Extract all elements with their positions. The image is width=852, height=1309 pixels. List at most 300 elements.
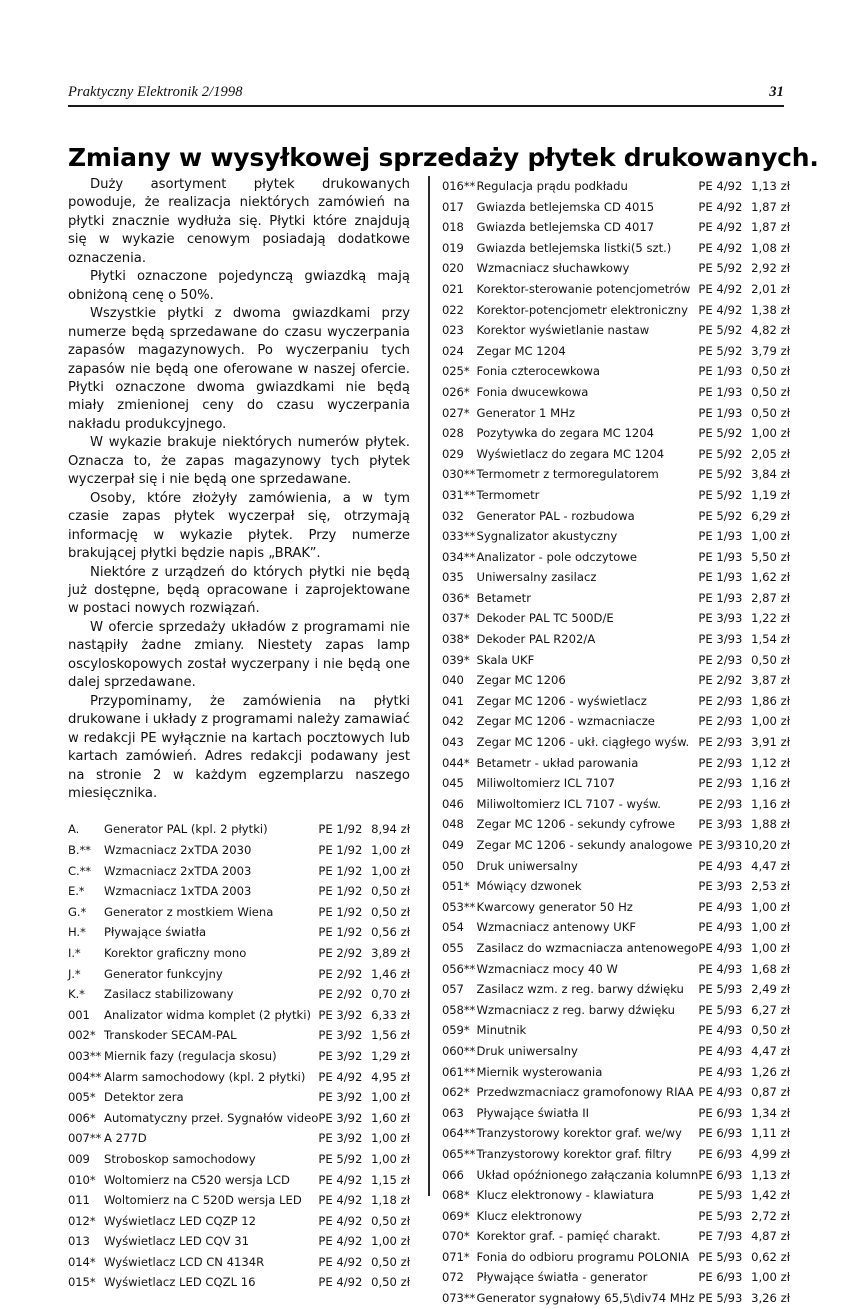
item-code: 071* xyxy=(442,1249,470,1264)
item-price: 1,16 zł xyxy=(751,776,790,791)
item-name: Druk uniwersalny xyxy=(476,1043,578,1058)
pricelist-table-left xyxy=(68,819,410,1293)
item-issue: PE 2/93 xyxy=(698,776,743,791)
item-name: Wzmacniacz z reg. barwy dźwięku xyxy=(476,1002,676,1017)
item-name: Generator sygnałowy 65,5\div74 MHz xyxy=(476,1291,695,1306)
item-issue: PE 4/92 xyxy=(698,179,743,193)
item-price: 1,46 zł xyxy=(371,966,410,981)
pricelist-row xyxy=(442,238,790,259)
item-issue: PE 3/92 xyxy=(318,1048,363,1063)
item-code: 017 xyxy=(442,199,464,214)
item-code: 001 xyxy=(68,1007,90,1022)
item-name: Wzmacniacz 1xTDA 2003 xyxy=(104,884,252,899)
item-issue: PE 6/93 xyxy=(698,1146,743,1161)
item-price: 1,00 zł xyxy=(751,529,790,544)
item-code: 050 xyxy=(442,858,464,873)
item-price: 0,50 zł xyxy=(751,364,790,379)
item-code: 032 xyxy=(442,508,464,523)
item-price: 1,86 zł xyxy=(751,693,790,708)
item-name: Miliwoltomierz ICL 7107 xyxy=(476,776,615,791)
item-issue: PE 5/92 xyxy=(698,343,743,358)
item-price: 3,26 zł xyxy=(751,1291,790,1306)
item-price: 0,50 zł xyxy=(371,1254,410,1269)
item-price: 1,00 zł xyxy=(751,1270,790,1285)
item-code: H.* xyxy=(68,925,86,940)
item-code: 009 xyxy=(68,1151,90,1166)
item-issue: PE 4/93 xyxy=(698,1064,743,1079)
item-issue: PE 3/93 xyxy=(698,817,743,832)
pricelist-row xyxy=(442,1103,790,1124)
item-code: A. xyxy=(68,822,80,837)
item-name: Betametr xyxy=(476,590,531,605)
pricelist-row xyxy=(442,1123,790,1144)
item-price: 1,38 zł xyxy=(751,302,790,317)
item-issue: PE 3/93 xyxy=(698,632,743,647)
item-name: Dekoder PAL R202/A xyxy=(476,632,596,647)
pricelist-row xyxy=(442,1185,790,1206)
item-name: Automatyczny przeł. Sygnałów video xyxy=(104,1110,319,1125)
item-price: 8,94 zł xyxy=(371,822,410,837)
item-code: 019 xyxy=(442,240,464,255)
item-issue: PE 1/93 xyxy=(698,364,743,379)
item-issue: PE 3/92 xyxy=(318,1090,363,1105)
pricelist-row xyxy=(442,382,790,403)
item-code: 061** xyxy=(442,1064,476,1079)
item-price: 4,82 zł xyxy=(751,323,790,338)
item-code: 010* xyxy=(68,1172,96,1187)
item-price: 1,26 zł xyxy=(751,1064,790,1079)
pricelist-row xyxy=(68,1108,410,1129)
item-price: 1,00 zł xyxy=(371,1151,410,1166)
paragraph: Przypominamy, że zamówienia na płytki drukowane i układy z programami należy zamawiać w redakcji PE wyłącznie na kartach pocztowych lub kartach zamówień. Adres redakcji podawany jest na stronie 2 w każdym egzemplarzu naszego miesięcznika. xyxy=(68,693,410,801)
item-issue: PE 6/93 xyxy=(698,1167,743,1182)
item-name: Generator 1 MHz xyxy=(476,405,575,420)
item-name: Pływające światła - generator xyxy=(476,1270,648,1285)
pricelist-row xyxy=(442,1041,790,1062)
item-issue: PE 5/92 xyxy=(698,467,743,482)
item-name: Zasilacz do wzmacniacza antenowego xyxy=(476,940,699,955)
item-issue: PE 4/92 xyxy=(318,1254,363,1269)
item-code: 033** xyxy=(442,529,476,544)
item-price: 2,92 zł xyxy=(751,261,790,276)
item-price: 1,11 zł xyxy=(751,1126,790,1141)
paragraph: Osoby, które złożyły zamówienia, a w tym czasie zapas płytek wyczerpał się, otrzymają informację w wykazie płytek. Przy numerze brakującej płytki będzie napis „BRAK”. xyxy=(68,490,410,562)
item-name: Zasilacz wzm. z reg. barwy dźwięku xyxy=(476,982,684,997)
item-code: 016** xyxy=(442,179,476,193)
item-issue: PE 4/92 xyxy=(698,281,743,296)
running-head xyxy=(68,84,784,101)
item-issue: PE 5/92 xyxy=(698,261,743,276)
item-issue: PE 4/93 xyxy=(698,940,743,955)
item-price: 0,50 zł xyxy=(371,1213,410,1228)
item-name: Mówiący dzwonek xyxy=(476,879,582,894)
item-code: 057 xyxy=(442,982,464,997)
pricelist-row xyxy=(442,650,790,671)
item-price: 2,53 zł xyxy=(751,879,790,894)
pricelist-row xyxy=(68,1128,410,1149)
item-issue: PE 5/93 xyxy=(698,982,743,997)
item-issue: PE 6/93 xyxy=(698,1270,743,1285)
item-price: 1,00 zł xyxy=(371,1234,410,1249)
item-name: Generator funkcyjny xyxy=(104,966,223,981)
pricelist-row xyxy=(442,691,790,712)
item-issue: PE 4/93 xyxy=(698,961,743,976)
pricelist-row xyxy=(442,444,790,465)
item-issue: PE 1/93 xyxy=(698,549,743,564)
pricelist-row xyxy=(442,1000,790,1021)
item-code: 053** xyxy=(442,899,476,914)
pricelist-row xyxy=(68,1067,410,1088)
item-name: Zasilacz stabilizowany xyxy=(104,987,234,1002)
item-name: Miernik wysterowania xyxy=(476,1064,603,1079)
item-issue: PE 2/93 xyxy=(698,693,743,708)
item-code: 013 xyxy=(68,1234,90,1249)
item-code: 027* xyxy=(442,405,470,420)
item-name: Fonia do odbioru programu POLONIA xyxy=(476,1249,690,1264)
item-name: Analizator widma komplet (2 płytki) xyxy=(104,1007,312,1022)
item-price: 1,00 zł xyxy=(371,843,410,857)
magazine-issue-label: Praktyczny Elektronik 2/1998 xyxy=(68,84,243,100)
item-price: 5,50 zł xyxy=(751,549,790,564)
pricelist-row xyxy=(442,1020,790,1041)
item-name: Wzmacniacz 2xTDA 2003 xyxy=(104,863,252,878)
item-code: 039* xyxy=(442,652,470,667)
item-issue: PE 5/93 xyxy=(698,1188,743,1203)
pricelist-row xyxy=(442,897,790,918)
item-name: Generator PAL - rozbudowa xyxy=(476,508,635,523)
pricelist-row xyxy=(442,814,790,835)
item-issue: PE 4/92 xyxy=(318,1193,363,1208)
item-name: Fonia czterocewkowa xyxy=(476,364,600,379)
item-name: Wzmacniacz mocy 40 W xyxy=(476,961,618,976)
item-price: 4,99 zł xyxy=(751,1146,790,1161)
pricelist-row xyxy=(68,1005,410,1026)
item-price: 6,33 zł xyxy=(371,1007,410,1022)
pricelist-row xyxy=(442,547,790,568)
item-issue: PE 5/93 xyxy=(698,1249,743,1264)
item-issue: PE 5/92 xyxy=(698,508,743,523)
item-issue: PE 3/92 xyxy=(318,1028,363,1043)
item-price: 2,49 zł xyxy=(751,982,790,997)
paragraph: Duży asortyment płytek drukowanych powoduje, że realizacja niektórych zamówień na płytki znacznie wydłuża się. Płytki które znajdują się w wykazie cenowym posiadają dodatkowe oznaczenia. xyxy=(68,177,410,266)
pricelist-row xyxy=(442,485,790,506)
pricelist-row xyxy=(442,629,790,650)
item-code: 070* xyxy=(442,1229,470,1244)
item-code: 072 xyxy=(442,1270,464,1285)
item-code: 004** xyxy=(68,1069,102,1084)
item-code: 003** xyxy=(68,1048,102,1063)
item-price: 1,00 zł xyxy=(751,899,790,914)
item-issue: PE 4/92 xyxy=(698,240,743,255)
item-issue: PE 4/92 xyxy=(698,302,743,317)
pricelist-row xyxy=(442,938,790,959)
item-code: 046 xyxy=(442,796,464,811)
item-name: Betametr - układ parowania xyxy=(476,755,639,770)
pricelist-row xyxy=(442,1247,790,1268)
item-price: 3,91 zł xyxy=(751,735,790,750)
item-issue: PE 4/92 xyxy=(318,1069,363,1084)
item-name: Korektor wyświetlanie nastaw xyxy=(476,323,650,338)
item-price: 3,79 zł xyxy=(751,343,790,358)
item-price: 0,50 zł xyxy=(751,652,790,667)
item-price: 1,88 zł xyxy=(751,817,790,832)
item-issue: PE 7/93 xyxy=(698,1229,743,1244)
item-code: 005* xyxy=(68,1090,96,1105)
pricelist-row xyxy=(442,1082,790,1103)
article-body xyxy=(68,176,410,803)
item-name: Gwiazda betlejemska CD 4017 xyxy=(476,220,655,235)
pricelist-row xyxy=(442,258,790,279)
item-code: 014* xyxy=(68,1254,96,1269)
item-issue: PE 4/92 xyxy=(318,1213,363,1228)
pricelist-table-right xyxy=(442,176,790,1309)
item-issue: PE 3/92 xyxy=(318,1110,363,1125)
paragraph: Niektóre z urządzeń do których płytki nie będą już dostępne, będą opracowane i zaprojektowane w postaci nowych rozwiązań. xyxy=(68,564,410,617)
item-name: Pozytywka do zegara MC 1204 xyxy=(476,426,654,441)
item-price: 0,62 zł xyxy=(751,1249,790,1264)
item-issue: PE 1/92 xyxy=(318,884,363,899)
item-code: 066 xyxy=(442,1167,464,1182)
item-issue: PE 4/93 xyxy=(698,899,743,914)
item-issue: PE 5/92 xyxy=(318,1151,363,1166)
item-name: Alarm samochodowy (kpl. 2 płytki) xyxy=(104,1069,306,1084)
item-name: Wyświetlacz LCD CN 4134R xyxy=(104,1254,265,1269)
item-price: 1,34 zł xyxy=(751,1105,790,1120)
item-price: 0,50 zł xyxy=(371,884,410,899)
item-price: 0,50 zł xyxy=(751,405,790,420)
item-price: 1,22 zł xyxy=(751,611,790,626)
left-column xyxy=(68,176,410,1293)
item-name: Dekoder PAL TC 500D/E xyxy=(476,611,614,626)
item-code: 007** xyxy=(68,1131,102,1146)
item-code: 036* xyxy=(442,590,470,605)
item-code: B.** xyxy=(68,843,91,857)
item-name: Klucz elektronowy xyxy=(476,1208,582,1223)
item-issue: PE 5/92 xyxy=(698,487,743,502)
item-code: 055 xyxy=(442,940,464,955)
item-name: Zegar MC 1204 xyxy=(476,343,566,358)
page-number: 31 xyxy=(769,84,784,100)
column-divider xyxy=(428,176,430,1196)
item-code: 037* xyxy=(442,611,470,626)
item-price: 4,95 zł xyxy=(371,1069,410,1084)
item-code: 022 xyxy=(442,302,464,317)
item-price: 0,50 zł xyxy=(371,904,410,919)
item-price: 6,27 zł xyxy=(751,1002,790,1017)
pricelist-row xyxy=(442,506,790,527)
item-price: 1,13 zł xyxy=(751,1167,790,1182)
item-price: 1,87 zł xyxy=(751,199,790,214)
pricelist-row xyxy=(442,835,790,856)
item-code: 021 xyxy=(442,281,464,296)
item-name: Woltomierz na C520 wersja LCD xyxy=(104,1172,290,1187)
item-price: 3,87 zł xyxy=(751,673,790,688)
pricelist-row xyxy=(68,1025,410,1046)
item-price: 1,00 zł xyxy=(751,426,790,441)
item-issue: PE 1/92 xyxy=(318,822,363,837)
item-code: 069* xyxy=(442,1208,470,1223)
item-issue: PE 1/93 xyxy=(698,384,743,399)
item-price: 0,50 zł xyxy=(751,1023,790,1038)
item-issue: PE 5/92 xyxy=(698,323,743,338)
item-name: Miernik fazy (regulacja skosu) xyxy=(104,1048,277,1063)
item-price: 1,00 zł xyxy=(751,714,790,729)
pricelist-row xyxy=(442,403,790,424)
item-code: 020 xyxy=(442,261,464,276)
item-code: 018 xyxy=(442,220,464,235)
item-price: 1,00 zł xyxy=(371,1090,410,1105)
item-code: 012* xyxy=(68,1213,96,1228)
item-code: 040 xyxy=(442,673,464,688)
item-price: 1,00 zł xyxy=(751,940,790,955)
paragraph: W ofercie sprzedaży układów z programami nie nastąpiły żadne zmiany. Niestety zapas lamp oscyloskopowych został wyczerpany i nie będą one dalej sprzedawane. xyxy=(68,619,410,691)
pricelist-row xyxy=(442,1144,790,1165)
item-name: Wyświetlacz LED CQV 31 xyxy=(104,1234,250,1249)
item-name: Skala UKF xyxy=(476,652,535,667)
item-code: 044* xyxy=(442,755,470,770)
item-name: Zegar MC 1206 - ukł. ciągłego wyśw. xyxy=(476,735,690,750)
item-issue: PE 4/92 xyxy=(318,1275,363,1290)
pricelist-row xyxy=(68,964,410,985)
item-issue: PE 5/93 xyxy=(698,1208,743,1223)
item-code: 059* xyxy=(442,1023,470,1038)
item-issue: PE 2/92 xyxy=(318,966,363,981)
pricelist-row xyxy=(68,1190,410,1211)
pricelist-row xyxy=(442,341,790,362)
item-price: 1,00 zł xyxy=(371,1131,410,1146)
item-price: 0,70 zł xyxy=(371,987,410,1002)
pricelist-row xyxy=(68,840,410,861)
pricelist-row xyxy=(442,1288,790,1309)
item-code: 006* xyxy=(68,1110,96,1125)
item-issue: PE 4/93 xyxy=(698,920,743,935)
item-name: Tranzystorowy korektor graf. filtry xyxy=(476,1146,672,1161)
paragraph: W wykazie brakuje niektórych numerów płytek. Oznacza to, że zapas magazynowy tych płytek wyczerpał się i nie będą one sprzedawane. xyxy=(68,435,410,488)
item-name: Analizator - pole odczytowe xyxy=(476,549,637,564)
item-issue: PE 1/93 xyxy=(698,405,743,420)
item-issue: PE 1/93 xyxy=(698,529,743,544)
item-price: 1,13 zł xyxy=(751,179,790,193)
item-name: Zegar MC 1206 xyxy=(476,673,566,688)
item-price: 1,42 zł xyxy=(751,1188,790,1203)
pricelist-row xyxy=(442,300,790,321)
paragraph: Wszystkie płytki z dwoma gwiazdkami przy numerze będą sprzedawane do czasu wyczerpania zapasów magazynowych. Po wyczerpaniu tych zapasów nie będą one oferowane w naszej ofercie. Płytki oznaczone dwoma gwiazdkami nie będą miały zmienionej ceny do czasu wyczerpania nakładu produkcyjnego. xyxy=(68,306,410,432)
pricelist-body-left xyxy=(68,819,410,1293)
item-issue: PE 3/92 xyxy=(318,1007,363,1022)
pricelist-row xyxy=(68,1087,410,1108)
pricelist-row xyxy=(442,979,790,1000)
pricelist-row xyxy=(442,670,790,691)
item-name: Wyświetlacz LED CQZP 12 xyxy=(104,1213,257,1228)
item-name: Zegar MC 1206 - sekundy cyfrowe xyxy=(476,817,676,832)
item-name: Wyświetlacz LED CQZL 16 xyxy=(104,1275,256,1290)
item-code: 002* xyxy=(68,1028,96,1043)
item-price: 3,84 zł xyxy=(751,467,790,482)
item-name: Kwarcowy generator 50 Hz xyxy=(476,899,633,914)
item-name: Minutnik xyxy=(476,1023,527,1038)
item-code: C.** xyxy=(68,863,91,878)
item-name: Tranzystorowy korektor graf. we/wy xyxy=(476,1126,682,1141)
pricelist-row xyxy=(442,361,790,382)
item-issue: PE 2/93 xyxy=(698,714,743,729)
item-issue: PE 3/93 xyxy=(698,838,743,852)
item-code: 060** xyxy=(442,1043,476,1058)
item-code: K.* xyxy=(68,987,85,1002)
item-name: Termometr z termoregulatorem xyxy=(476,467,659,482)
pricelist-row xyxy=(68,943,410,964)
item-name: Korektor-potencjometr elektroniczny xyxy=(476,302,689,317)
item-code: 049 xyxy=(442,838,464,852)
item-name: Regulacja prądu podkładu xyxy=(476,179,628,193)
page-title: Zmiany w wysyłkowej sprzedaży płytek drukowanych. xyxy=(68,142,819,172)
item-price: 1,29 zł xyxy=(371,1048,410,1063)
item-price: 4,87 zł xyxy=(751,1229,790,1244)
item-name: Sygnalizator akustyczny xyxy=(476,529,618,544)
pricelist-row xyxy=(442,711,790,732)
item-code: 073** xyxy=(442,1291,476,1306)
item-name: Korektor graficzny mono xyxy=(104,945,247,960)
item-issue: PE 3/92 xyxy=(318,1131,363,1146)
item-name: Uniwersalny zasilacz xyxy=(476,570,597,585)
item-code: 025* xyxy=(442,364,470,379)
item-code: 031** xyxy=(442,487,476,502)
item-code: 015* xyxy=(68,1275,96,1290)
item-price: 6,29 zł xyxy=(751,508,790,523)
item-name: Gwiazda betlejemska CD 4015 xyxy=(476,199,655,214)
item-code: 048 xyxy=(442,817,464,832)
pricelist-row xyxy=(442,794,790,815)
pricelist-row xyxy=(68,1252,410,1273)
item-issue: PE 5/92 xyxy=(698,426,743,441)
item-issue: PE 6/93 xyxy=(698,1105,743,1120)
item-issue: PE 4/93 xyxy=(698,1085,743,1100)
item-price: 2,87 zł xyxy=(751,590,790,605)
item-price: 1,00 zł xyxy=(751,920,790,935)
item-price: 1,68 zł xyxy=(751,961,790,976)
pricelist-row xyxy=(68,1211,410,1232)
item-issue: PE 5/93 xyxy=(698,1002,743,1017)
item-code: E.* xyxy=(68,884,85,899)
item-code: 063 xyxy=(442,1105,464,1120)
item-issue: PE 4/93 xyxy=(698,1043,743,1058)
item-code: 026* xyxy=(442,384,470,399)
pricelist-row xyxy=(68,984,410,1005)
pricelist-row xyxy=(68,861,410,882)
item-name: Układ opóźnionego załączania kolumn xyxy=(476,1167,699,1182)
pricelist-row xyxy=(442,876,790,897)
item-issue: PE 3/93 xyxy=(698,879,743,894)
item-code: 038* xyxy=(442,632,470,647)
item-issue: PE 5/92 xyxy=(698,446,743,461)
pricelist-row xyxy=(442,588,790,609)
pricelist-row xyxy=(442,1226,790,1247)
item-name: Wzmacniacz słuchawkowy xyxy=(476,261,630,276)
item-code: 030** xyxy=(442,467,476,482)
pricelist-row xyxy=(442,917,790,938)
pricelist-row xyxy=(68,902,410,923)
item-price: 1,54 zł xyxy=(751,632,790,647)
item-code: 041 xyxy=(442,693,464,708)
pricelist-row xyxy=(442,856,790,877)
pricelist-row xyxy=(68,1170,410,1191)
item-price: 0,50 zł xyxy=(371,1275,410,1290)
item-code: 065** xyxy=(442,1146,476,1161)
item-price: 1,00 zł xyxy=(371,863,410,878)
item-issue: PE 4/92 xyxy=(698,220,743,235)
item-issue: PE 2/92 xyxy=(318,945,363,960)
item-code: 034** xyxy=(442,549,476,564)
item-name: A 277D xyxy=(104,1131,147,1146)
